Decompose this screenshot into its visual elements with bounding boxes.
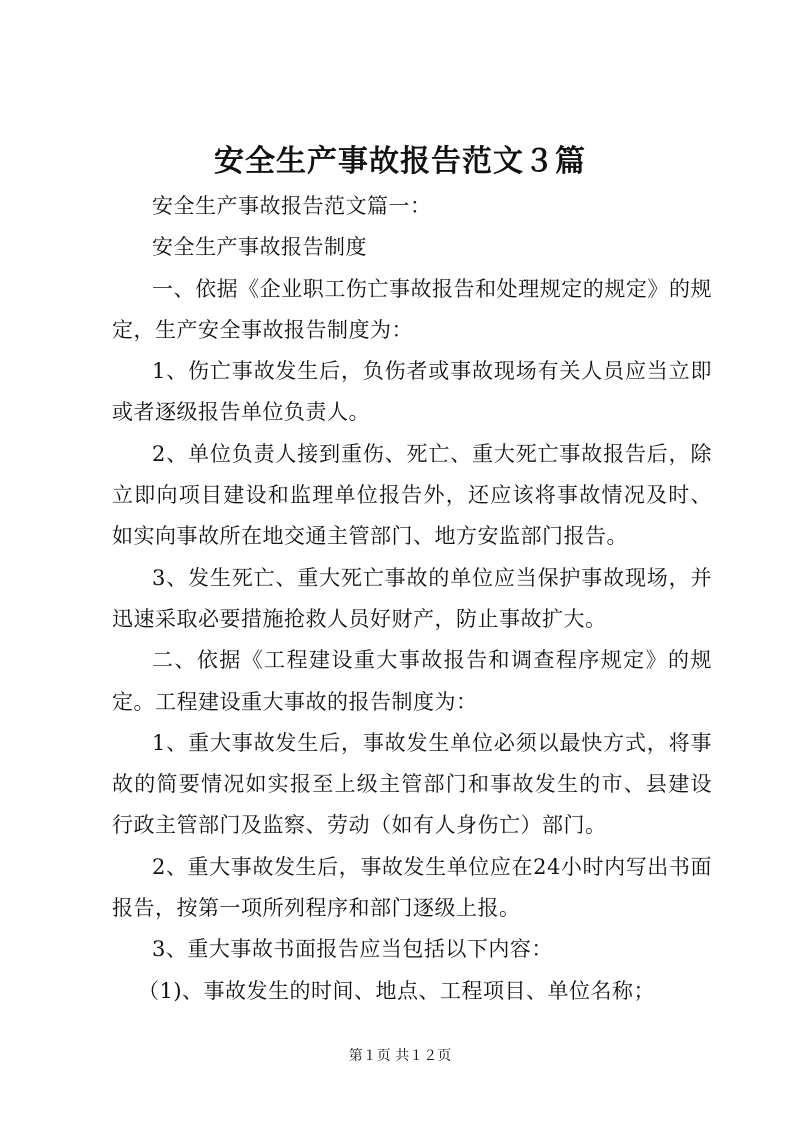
paragraph: 二、依据《工程建设重大事故报告和调查程序规定》的规定。工程建设重大事故的报告制度为： xyxy=(112,648,712,714)
paragraph: 安全生产事故报告制度 xyxy=(152,235,367,260)
paragraph: 2、单位负责人接到重伤、死亡、重大死亡事故报告后，除立即向项目建设和监理单位报告外，还应该将事故情况及时、如实向事故所在地交通主管部门、地方安监部门报告。 xyxy=(112,441,712,549)
paragraph: 1、重大事故发生后，事故发生单位必须以最快方式，将事故的简要情况如实报至上级主管部门和事故发生的市、县建设行政主管部门及监察、劳动（如有人身伤亡）部门。 xyxy=(112,730,712,838)
paragraph: 一、依据《企业职工伤亡事故报告和处理规定的规定》的规定，生产安全事故报告制度为： xyxy=(112,276,712,342)
paragraph: 3、发生死亡、重大死亡事故的单位应当保护事故现场，并迅速采取必要措施抢救人员好财产，防止事故扩大。 xyxy=(112,565,712,631)
paragraph: 3、重大事故书面报告应当包括以下内容： xyxy=(152,937,553,962)
document-title: 安全生产事故报告范文３篇 xyxy=(214,144,586,179)
document-body xyxy=(112,186,712,1012)
paragraph: 2、重大事故发生后，事故发生单位应在24小时内写出书面报告，按第一项所列程序和部门逐级上报。 xyxy=(112,854,712,921)
page-number: 第１页 共１２页 xyxy=(348,1048,452,1064)
paragraph: 1、伤亡事故发生后，负伤者或事故现场有关人员应当立即或者逐级报告单位负责人。 xyxy=(112,359,712,425)
paragraph: （1)、事故发生的时间、地点、工程项目、单位名称； xyxy=(138,978,656,1003)
paragraph: 安全生产事故报告范文篇一： xyxy=(152,194,432,218)
